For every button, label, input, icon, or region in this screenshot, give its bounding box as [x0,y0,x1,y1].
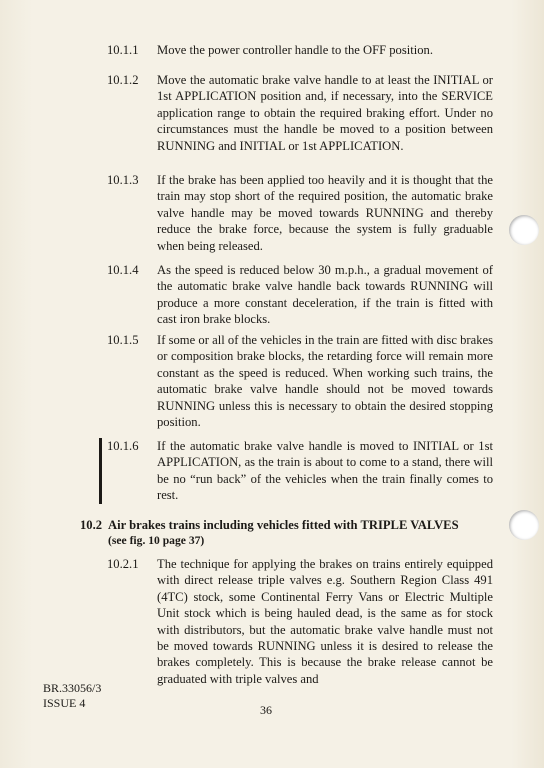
paragraph-text: Move the automatic brake valve handle to at least the INITIAL or 1st APPLICATION position and, if necessary, into the SERVICE application range to obtain the required braking effort. Under no circumstances must the handle be moved to a position between RUNNING and INITIAL or 1st APPLICATION. [157,73,493,153]
paragraph-text: If some or all of the vehicles in the train are fitted with disc brakes or composition brake blocks, the retarding force will remain more constant as the speed is reduced. When working such trains, the automatic brake valve handle should not be moved towards RUNNING unless this is necessary to obtain the desired stopping position. [157,333,493,430]
paragraph-number: 10.1.2 [107,73,139,87]
paragraph-10-2-1 [107,556,493,687]
paragraph-number: 10.1.6 [107,439,139,453]
binder-punch-hole [509,510,539,540]
paragraph-number: 10.1.1 [107,43,139,57]
paragraph-number: 10.1.4 [107,263,139,277]
section-number: 10.2 [80,518,103,532]
paragraph-text: As the speed is reduced below 30 m.p.h., a gradual movement of the automatic brake valve handle back towards RUNNING will produce a more constant deceleration, if the train is fitted with cast iron brake blocks. [157,263,493,327]
paragraph-number: 10.1.3 [107,173,139,187]
paragraph-10-1-2 [107,72,493,154]
paragraph-10-1-6 [107,438,493,504]
paragraph-text: Move the power controller handle to the OFF position. [157,43,433,57]
paragraph-10-1-4 [107,262,493,328]
paragraph-text: The technique for applying the brakes on trains entirely equipped with direct release triple valves e.g. Southern Region Class 491 (4TC) stock, some Continental Ferry Vans or Electric Multiple Unit stock which is being hauled dead, is the same as for stock with distributors, but the automatic brake valve handle must not be moved towards RUNNING unless it is desired to release the brakes completely. This is because the brake release cannot be graduated with triple valves and [157,557,493,686]
paragraph-text: If the automatic brake valve handle is moved to INITIAL or 1st APPLICATION, as the train is about to come to a stand, there will be no “run back” of the vehicles when the train finally comes to rest. [157,439,493,503]
paragraph-number: 10.2.1 [107,557,139,571]
paragraph-10-1-3 [107,172,493,254]
paragraph-number: 10.1.5 [107,333,139,347]
section-figure-reference: (see fig. 10 page 37) [108,534,205,548]
document-reference [43,681,101,711]
document-ref-number: BR.33056/3 [43,681,102,695]
paragraph-text: If the brake has been applied too heavily and it is thought that the train may stop short of the required position, the automatic brake valve handle may be moved towards RUNNING and thereby reduce the brake force, because the system is fully graduable when being released. [157,173,493,253]
page-number: 36 [260,703,272,717]
paragraph-10-1-5 [107,332,493,430]
binder-punch-hole [509,215,539,245]
section-title: Air brakes trains including vehicles fitted with TRIPLE VALVES [108,518,459,532]
paragraph-10-1-1 [107,42,493,58]
revision-change-bar [99,438,102,504]
section-heading-10-2 [80,517,493,550]
issue-label: ISSUE 4 [43,696,86,710]
